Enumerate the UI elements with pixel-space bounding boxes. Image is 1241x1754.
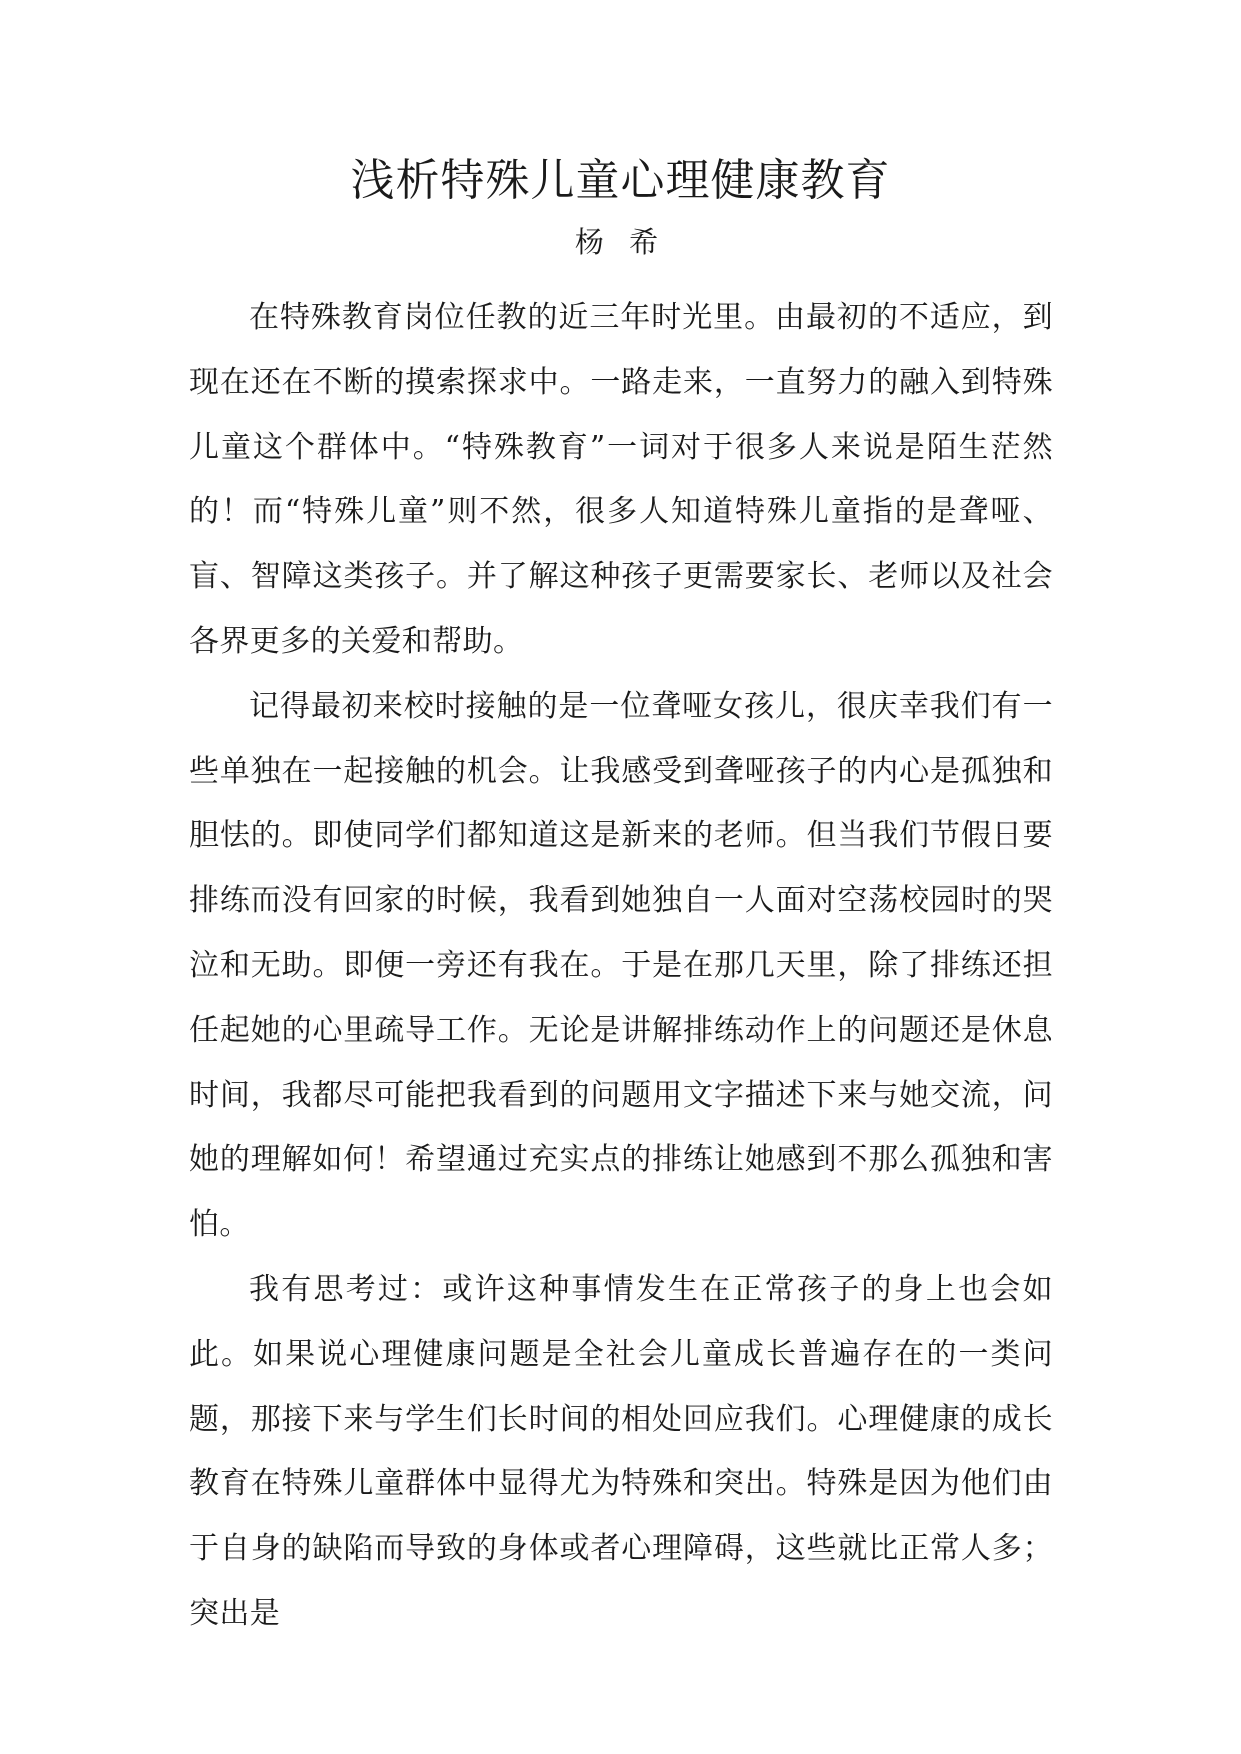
paragraph-1: 在特殊教育岗位任教的近三年时光里。由最初的不适应，到现在还在不断的摸索探求中。一路走来，一直努力的融入到特殊儿童这个群体中。“特殊教育”一词对于很多人来说是陌生茫然的！而“特殊儿童”则不然，很多人知道特殊儿童指的是聋哑、盲、智障这类孩子。并了解这种孩子更需要家长、老师以及社会各界更多的关爱和帮助。 [189, 300, 1053, 659]
document-author: 杨 希 [574, 225, 667, 259]
document-title: 浅析特殊儿童心理健康教育 [350, 155, 891, 206]
paragraph-2: 记得最初来校时接触的是一位聋哑女孩儿，很庆幸我们有一些单独在一起接触的机会。让我感受到聋哑孩子的内心是孤独和胆怯的。即使同学们都知道这是新来的老师。但当我们节假日要排练而没有回家的时候，我看到她独自一人面对空荡校园时的哭泣和无助。即便一旁还有我在。于是在那几天里，除了排练还担任起她的心里疏导工作。无论是讲解排练动作上的问题还是休息时间，我都尽可能把我看到的问题用文字描述下来与她交流，问她的理解如何！希望通过充实点的排练让她感到不那么孤独和害怕。 [189, 688, 1053, 1243]
document-body [189, 286, 1053, 1647]
paragraph-3: 我有思考过：或许这种事情发生在正常孩子的身上也会如此。如果说心理健康问题是全社会儿童成长普遍存在的一类问题，那接下来与学生们长时间的相处回应我们。心理健康的成长教育在特殊儿童群体中显得尤为特殊和突出。特殊是因为他们由于自身的缺陷而导致的身体或者心理障碍，这些就比正常人多；突出是 [189, 1271, 1053, 1631]
